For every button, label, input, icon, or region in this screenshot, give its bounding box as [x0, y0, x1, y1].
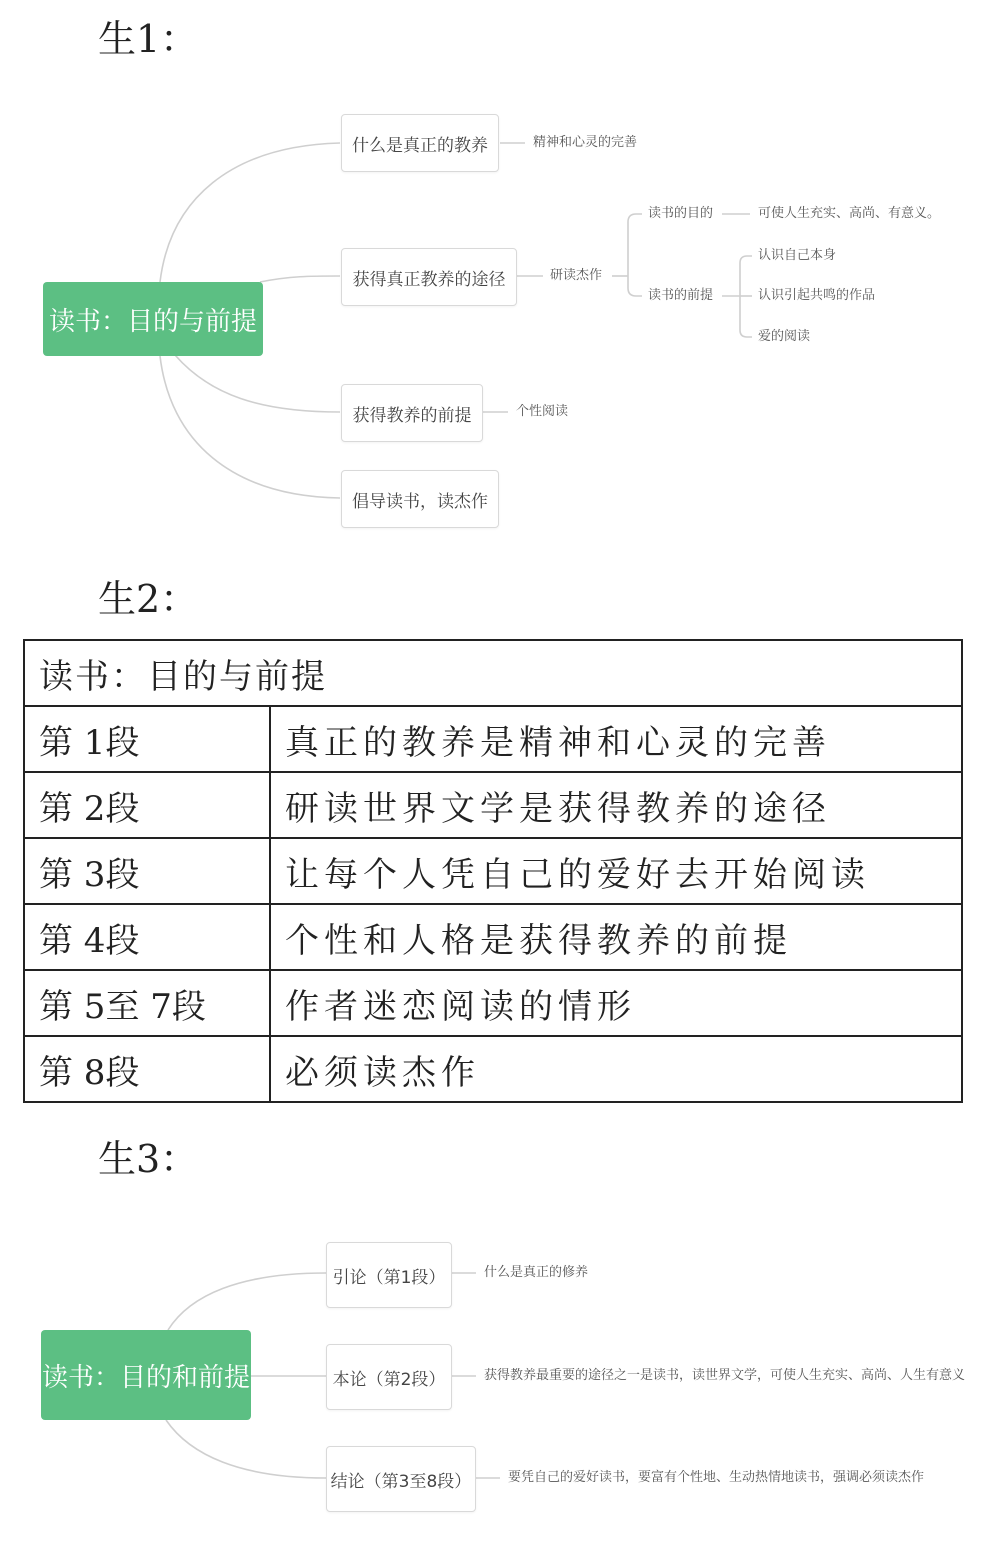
map3-branch-conclusion: 结论（第3至8段）	[326, 1446, 476, 1512]
map3-leaf-conclusion: 要凭自己的爱好读书，要富有个性地、生动热情地读书，强调必须读杰作	[508, 1470, 925, 1485]
table-cell-paragraph: 第 5至 7段	[24, 970, 270, 1036]
table-cell-content: 让每个人凭自己的爱好去开始阅读	[270, 838, 962, 904]
mindmap-3-root: 读书：目的和前提	[41, 1330, 251, 1420]
table-cell-content: 必须读杰作	[270, 1036, 962, 1102]
table-cell-paragraph: 第 3段	[24, 838, 270, 904]
mindmap-1-root: 读书：目的与前提	[43, 282, 263, 356]
student-2-label: 生2：	[98, 577, 199, 621]
map1-leaf-premise-3: 爱的阅读	[758, 329, 811, 344]
map1-leaf-premise-1: 认识自己本身	[758, 248, 837, 263]
map1-branch-path: 获得真正教养的途径	[341, 248, 517, 306]
map1-branch-true-cultivation: 什么是真正的教养	[341, 114, 499, 172]
map1-branch-advocate: 倡导读书，读杰作	[341, 470, 499, 528]
student-3-label: 生3：	[98, 1137, 199, 1181]
map1-sub-purpose: 读书的目的	[648, 206, 714, 221]
table-cell-content: 作者迷恋阅读的情形	[270, 970, 962, 1036]
table-cell-content: 研读世界文学是获得教养的途径	[270, 772, 962, 838]
table-cell-paragraph: 第 2段	[24, 772, 270, 838]
map1-sub-premise: 读书的前提	[648, 288, 714, 303]
student-1-label: 生1：	[98, 17, 199, 61]
map3-branch-body: 本论（第2段）	[326, 1344, 452, 1410]
map1-leaf-spirit: 精神和心灵的完善	[533, 135, 638, 150]
table-cell-paragraph: 第 8段	[24, 1036, 270, 1102]
map1-leaf-individual-reading: 个性阅读	[516, 404, 569, 419]
map3-branch-introduction: 引论（第1段）	[326, 1242, 452, 1308]
map1-branch-premise: 获得教养的前提	[341, 384, 483, 442]
table-cell-paragraph: 第 1段	[24, 706, 270, 772]
map1-leaf-purpose: 可使人生充实、高尚、有意义。	[758, 206, 941, 221]
map3-leaf-introduction: 什么是真正的修养	[484, 1265, 589, 1280]
map3-leaf-body: 获得教养最重要的途径之一是读书，读世界文学，可使人生充实、高尚、人生有意义	[484, 1368, 966, 1383]
map1-leaf-premise-2: 认识引起共鸣的作品	[758, 288, 876, 303]
table-cell-content: 个性和人格是获得教养的前提	[270, 904, 962, 970]
table-cell-content: 真正的教养是精神和心灵的完善	[270, 706, 962, 772]
table-cell-paragraph: 第 4段	[24, 904, 270, 970]
map1-leaf-study-masterpieces: 研读杰作	[550, 268, 603, 283]
table-title: 读书：目的与前提	[24, 640, 962, 706]
